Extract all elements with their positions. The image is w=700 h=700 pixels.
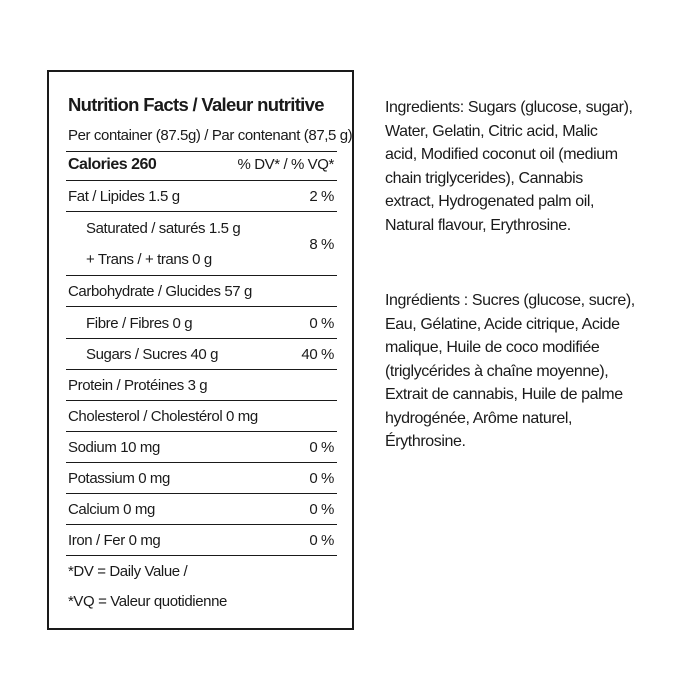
ingredients-fr-line: (triglycérides à chaîne moyenne), — [385, 362, 609, 380]
separator — [66, 151, 337, 152]
sugars-dv: 40 % — [301, 346, 334, 363]
sugars-label: Sugars / Sucres 40 g — [86, 346, 219, 363]
nutrition-title: Nutrition Facts / Valeur nutritive — [68, 94, 324, 115]
ingredients-english — [385, 96, 685, 237]
ingredients-fr-line: Érythrosine. — [385, 433, 466, 450]
sodium-label: Sodium 10 mg — [68, 439, 160, 456]
separator — [66, 555, 337, 556]
fat-label: Fat / Lipides 1.5 g — [68, 188, 180, 205]
separator — [66, 338, 337, 339]
fibre-label: Fibre / Fibres 0 g — [86, 315, 193, 332]
iron-label: Iron / Fer 0 mg — [68, 532, 161, 549]
sat-trans-dv: 8 % — [309, 236, 334, 253]
per-container: Per container (87.5g) / Par contenant (87,5 g) — [68, 127, 353, 144]
nutrition-facts-table — [47, 70, 354, 630]
separator — [66, 431, 337, 432]
calcium-dv: 0 % — [309, 501, 334, 518]
trans-label: + Trans / + trans 0 g — [86, 251, 212, 268]
fibre-dv: 0 % — [309, 315, 334, 332]
ingredients-fr-line: malique, Huile de coco modifiée — [385, 339, 600, 356]
saturated-label: Saturated / saturés 1.5 g — [86, 220, 241, 237]
ingredients-french — [385, 289, 685, 454]
ingredients-fr-line: Ingrédients : Sucres (glucose, sucre), — [385, 292, 635, 309]
calories: Calories 260 — [68, 156, 157, 173]
separator — [66, 524, 337, 525]
separator — [66, 493, 337, 494]
potassium-dv: 0 % — [309, 470, 334, 487]
protein-label: Protein / Protéines 3 g — [68, 377, 208, 394]
separator — [66, 400, 337, 401]
ingredients-en-line: Ingredients: Sugars (glucose, sugar), — [385, 99, 633, 116]
footnote-dv: *DV = Daily Value / — [68, 563, 188, 580]
potassium-label: Potassium 0 mg — [68, 470, 170, 487]
ingredients-fr-line: hydrogénée, Arôme naturel, — [385, 409, 573, 427]
separator — [66, 211, 337, 212]
ingredients-en-line: extract, Hydrogenated palm oil, — [385, 193, 595, 210]
dv-header: % DV* / % VQ* — [237, 156, 334, 173]
ingredients-en-line: chain triglycerides), Cannabis — [385, 169, 583, 187]
fat-dv: 2 % — [309, 188, 334, 205]
ingredients-fr-line: Eau, Gélatine, Acide citrique, Acide — [385, 315, 620, 333]
carbohydrate-label: Carbohydrate / Glucides 57 g — [68, 283, 252, 300]
calcium-label: Calcium 0 mg — [68, 501, 155, 518]
separator — [66, 180, 337, 181]
ingredients-en-line: acid, Modified coconut oil (medium — [385, 146, 618, 163]
separator — [66, 306, 337, 307]
cholesterol-label: Cholesterol / Cholestérol 0 mg — [68, 408, 258, 425]
separator — [66, 275, 337, 276]
footnote-vq: *VQ = Valeur quotidienne — [68, 593, 227, 610]
ingredients-fr-line: Extrait de cannabis, Huile de palme — [385, 386, 623, 403]
sodium-dv: 0 % — [309, 439, 334, 456]
separator — [66, 462, 337, 463]
separator — [66, 369, 337, 370]
ingredients-en-line: Water, Gelatin, Citric acid, Malic — [385, 122, 598, 140]
ingredients-en-line: Natural flavour, Erythrosine. — [385, 216, 571, 234]
iron-dv: 0 % — [309, 532, 334, 549]
